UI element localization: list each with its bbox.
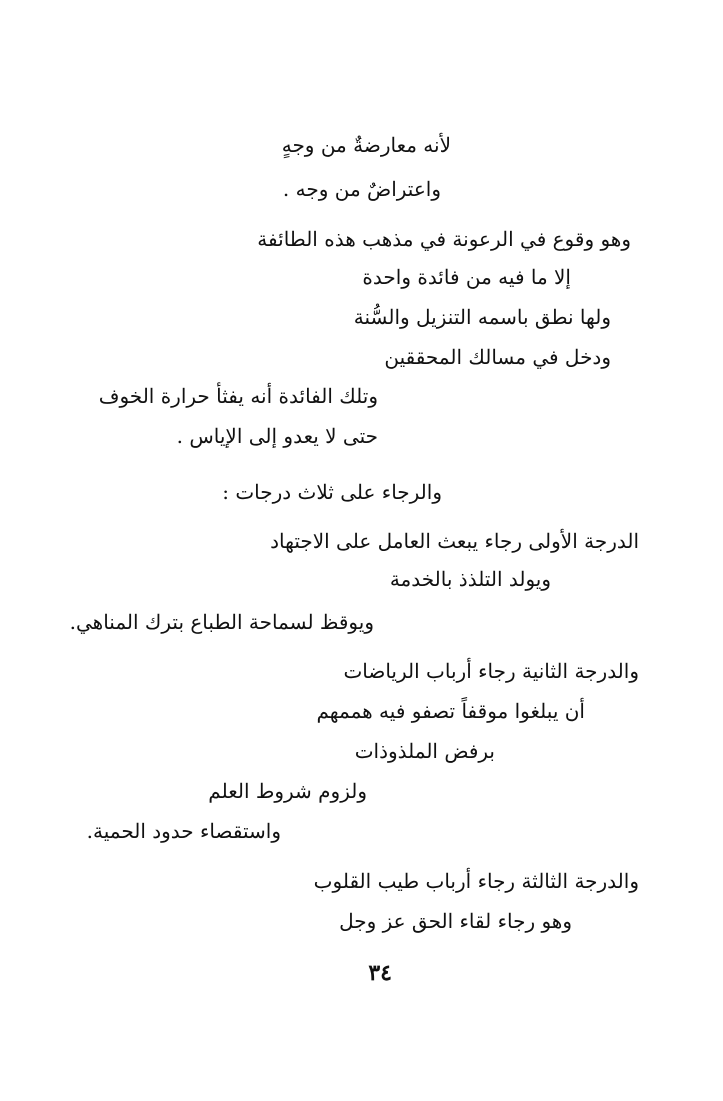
text-line-15: برفض الملذوذات <box>354 739 495 763</box>
page-number: ٣٤ <box>368 960 392 986</box>
text-line-7: وتلك الفائدة أنه يفثأ حرارة الخوف <box>98 384 378 408</box>
text-line-3: وهو وقوع في الرعونة في مذهب هذه الطائفة <box>257 227 631 251</box>
text-line-8: حتى لا يعدو إلى الإياس . <box>176 424 378 448</box>
text-line-13: والدرجة الثانية رجاء أرباب الرياضات <box>343 659 639 683</box>
text-line-16: ولزوم شروط العلم <box>208 779 367 803</box>
text-line-10: الدرجة الأولى رجاء يبعث العامل على الاجتهاد <box>270 529 639 553</box>
text-line-5: ولها نطق باسمه التنزيل والسُّنة <box>353 305 611 329</box>
text-line-1: لأنه معارضةٌ من وجهٍ <box>281 133 451 157</box>
text-line-4: إلا ما فيه من فائدة واحدة <box>362 265 571 289</box>
text-line-9: والرجاء على ثلاث درجات : <box>222 480 442 504</box>
text-line-12: ويوقظ لسماحة الطباع بترك المناهي. <box>69 610 374 634</box>
text-line-6: ودخل في مسالك المحققين <box>384 345 611 369</box>
text-line-19: وهو رجاء لقاء الحق عز وجل <box>339 909 572 933</box>
text-line-18: والدرجة الثالثة رجاء أرباب طيب القلوب <box>313 869 639 893</box>
text-line-14: أن يبلغوا موقفاً تصفو فيه هممهم <box>316 699 585 723</box>
text-line-2: واعتراضٌ من وجه . <box>282 177 441 201</box>
text-line-17: واستقصاء حدود الحمية. <box>86 819 281 843</box>
text-line-11: ويولد التلذذ بالخدمة <box>389 567 551 591</box>
